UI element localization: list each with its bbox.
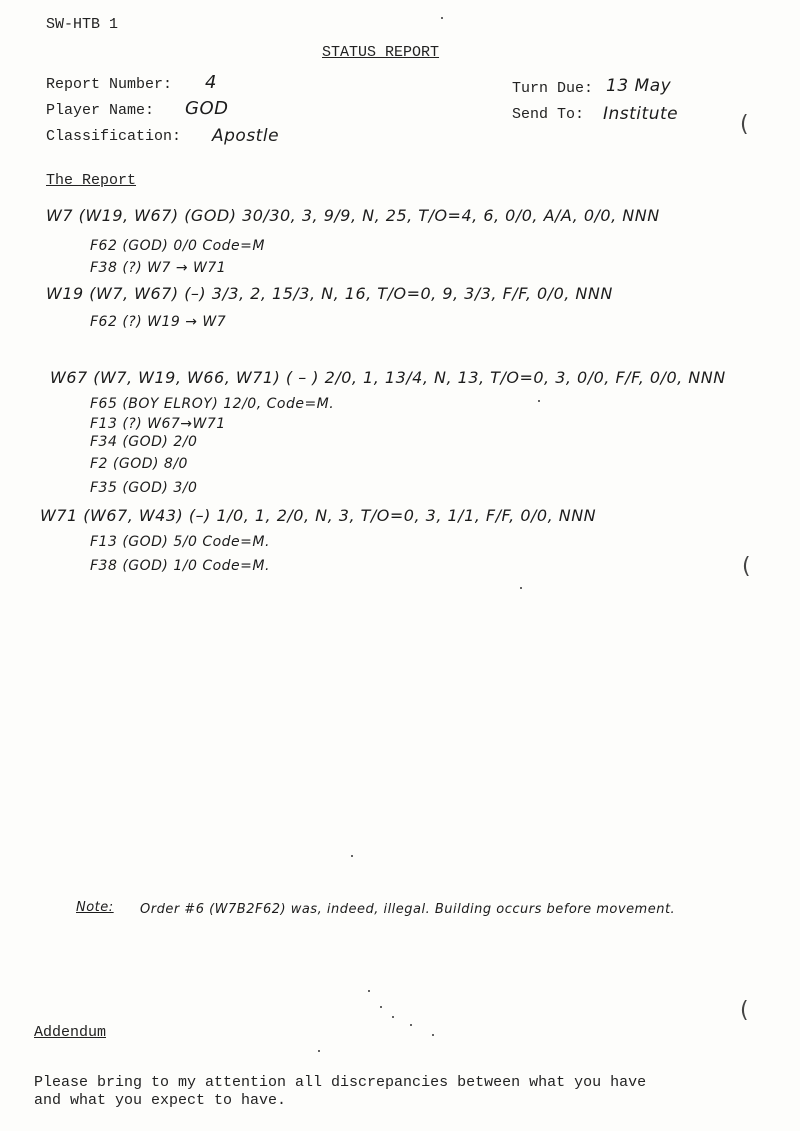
report-number-value: 4 <box>205 72 217 93</box>
fleet-line: F38 (?) W7 → W71 <box>90 260 227 276</box>
fleet-line: F2 (GOD) 8/0 <box>90 456 188 472</box>
note-label: Note: <box>76 900 114 915</box>
turn-due-value: 13 May <box>606 76 672 96</box>
speck <box>351 855 353 857</box>
speck <box>410 1024 412 1026</box>
speck <box>432 1034 434 1036</box>
report-number-label: Report Number: <box>46 76 173 93</box>
player-name-label: Player Name: <box>46 102 155 119</box>
speck <box>368 990 370 992</box>
binder-hole-mark: ( <box>740 998 749 1023</box>
speck <box>520 587 522 589</box>
world-entry-w7: W7 (W19, W67) (GOD) 30/30, 3, 9/9, N, 25, T/O=4, 6, 0/0, A/A, 0/0, NNN <box>46 206 660 225</box>
speck <box>392 1016 394 1018</box>
classification-value: Apostle <box>212 126 280 146</box>
fleet-line: F13 (GOD) 5/0 Code=M. <box>90 534 270 550</box>
note-text: Order #6 (W7B2F62) was, indeed, illegal. Building occurs before movement. <box>140 902 676 917</box>
speck <box>538 400 540 402</box>
fleet-line: F35 (GOD) 3/0 <box>90 480 198 496</box>
fleet-line: F62 (GOD) 0/0 Code=M <box>90 238 265 254</box>
fleet-line: F62 (?) W19 → W7 <box>90 314 227 330</box>
binder-hole-mark: ( <box>742 554 751 579</box>
world-entry-w71: W71 (W67, W43) (–) 1/0, 1, 2/0, N, 3, T/O=0, 3, 1/1, F/F, 0/0, NNN <box>40 506 597 525</box>
fleet-line: F65 (BOY ELROY) 12/0, Code=M. <box>90 396 335 412</box>
document-title: STATUS REPORT <box>322 44 440 61</box>
turn-due-label: Turn Due: <box>512 80 594 97</box>
speck <box>380 1006 382 1008</box>
speck <box>318 1050 320 1052</box>
fleet-line: F38 (GOD) 1/0 Code=M. <box>90 558 270 574</box>
world-entry-w67: W67 (W7, W19, W66, W71) ( – ) 2/0, 1, 13/4, N, 13, T/O=0, 3, 0/0, F/F, 0/0, NNN <box>50 368 726 387</box>
addendum-text-line2: and what you expect to have. <box>34 1092 287 1109</box>
send-to-value: Institute <box>603 104 679 124</box>
fleet-line: F13 (?) W67→W71 <box>90 416 226 432</box>
report-heading: The Report <box>46 172 137 189</box>
binder-hole-mark: ( <box>740 112 749 137</box>
addendum-heading: Addendum <box>34 1024 107 1041</box>
speck <box>441 17 443 19</box>
classification-label: Classification: <box>46 128 182 145</box>
send-to-label: Send To: <box>512 106 585 123</box>
fleet-line: F34 (GOD) 2/0 <box>90 434 198 450</box>
player-name-value: GOD <box>185 98 229 119</box>
document-code: SW-HTB 1 <box>46 16 119 33</box>
addendum-text-line1: Please bring to my attention all discrepancies between what you have <box>34 1074 647 1091</box>
world-entry-w19: W19 (W7, W67) (–) 3/3, 2, 15/3, N, 16, T/O=0, 9, 3/3, F/F, 0/0, NNN <box>46 284 613 303</box>
